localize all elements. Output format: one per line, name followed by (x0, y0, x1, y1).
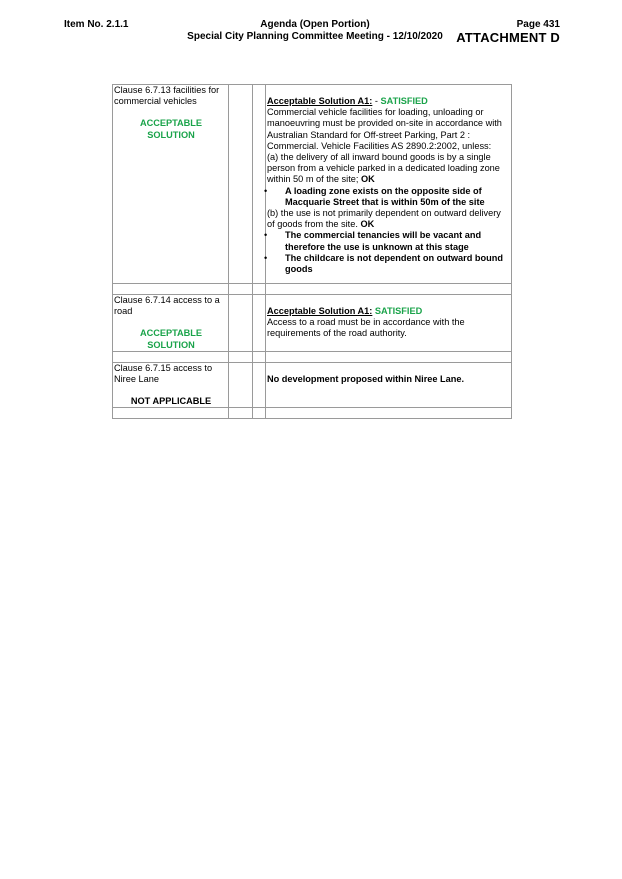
assessment-table (112, 84, 512, 419)
agenda-line-2: Special City Planning Committee Meeting - 12/10/2020 (187, 31, 443, 42)
table-row (113, 295, 512, 352)
heading-separator: - (372, 96, 381, 106)
solution-status: SATISFIED (374, 306, 423, 316)
solution-heading (267, 96, 511, 107)
condition-b (267, 208, 511, 230)
attachment-label: ATTACHMENT D (456, 30, 560, 45)
requirement-text: Access to a road must be in accordance with the requirements of the road authority. (267, 317, 465, 339)
status-line: ACCEPTABLE (139, 118, 203, 129)
clause-label: Clause 6.7.14 access to a road (114, 295, 220, 317)
spacer-row (113, 351, 512, 362)
solution-status: SATISFIED (380, 96, 428, 106)
ok-label: OK (360, 174, 375, 185)
spacer-row (113, 284, 512, 295)
bullet-item: • The childcare is not dependent on outward bound goods (267, 253, 511, 275)
requirement-text: Commercial vehicle facilities for loading, unloading or manoeuvring must be provided on-site in accordance with Australian Standard for Off-street Parking, Part 2 : Commercial. Vehicle Facilities AS 2890.2:2002, unless: (267, 107, 502, 151)
solution-heading-text: Acceptable Solution A1: (267, 306, 373, 316)
bullet-item: • The commercial tenancies will be vacant and therefore the use is unknown at this stage (267, 230, 511, 252)
solution-heading (267, 306, 511, 317)
empty-cell (229, 362, 253, 408)
item-number: Item No. 2.1.1 (64, 19, 129, 30)
clause-label: Clause 6.7.15 access to Niree Lane (114, 362, 213, 385)
assessment-cell (266, 362, 512, 408)
status-label: NOT APPLICABLE (130, 396, 212, 407)
empty-cell (229, 295, 253, 352)
not-applicable-text: No development proposed within Niree Lane. (267, 373, 465, 384)
condition-a-text: (a) the delivery of all inward bound goods is by a single person from a vehicle parked in a dedicated loading zone within 50 m of the site; (267, 152, 500, 185)
status-label (114, 328, 228, 350)
status-line: SOLUTION (147, 129, 195, 140)
ok-label: OK (360, 219, 375, 230)
condition-b-text: (b) the use is not primarily dependent on outward delivery of goods from the site. (267, 208, 501, 230)
bullet-list (267, 186, 511, 208)
empty-cell (229, 85, 253, 284)
empty-cell (253, 362, 266, 408)
solution-heading-text: Acceptable Solution A1: (267, 96, 373, 106)
agenda-title (180, 19, 450, 43)
clause-label: Clause 6.7.13 facilities for commercial vehicles (114, 85, 220, 107)
clause-cell (113, 85, 229, 284)
status-line: ACCEPTABLE (139, 328, 203, 339)
status-line: SOLUTION (147, 339, 195, 350)
table-row (113, 362, 512, 408)
page-info (456, 19, 560, 45)
spacer-row (113, 408, 512, 419)
empty-cell (253, 295, 266, 352)
condition-a (267, 152, 511, 186)
clause-cell (113, 295, 229, 352)
table-row (113, 85, 512, 284)
assessment-cell (266, 85, 512, 284)
bullet-list (267, 230, 511, 275)
assessment-cell (266, 295, 512, 352)
page-number: Page 431 (516, 19, 560, 30)
status-label (114, 118, 228, 140)
clause-cell (113, 362, 229, 408)
agenda-line-1: Agenda (Open Portion) (260, 19, 370, 30)
bullet-item: • A loading zone exists on the opposite side of Macquarie Street that is within 50m of the site (267, 186, 511, 208)
